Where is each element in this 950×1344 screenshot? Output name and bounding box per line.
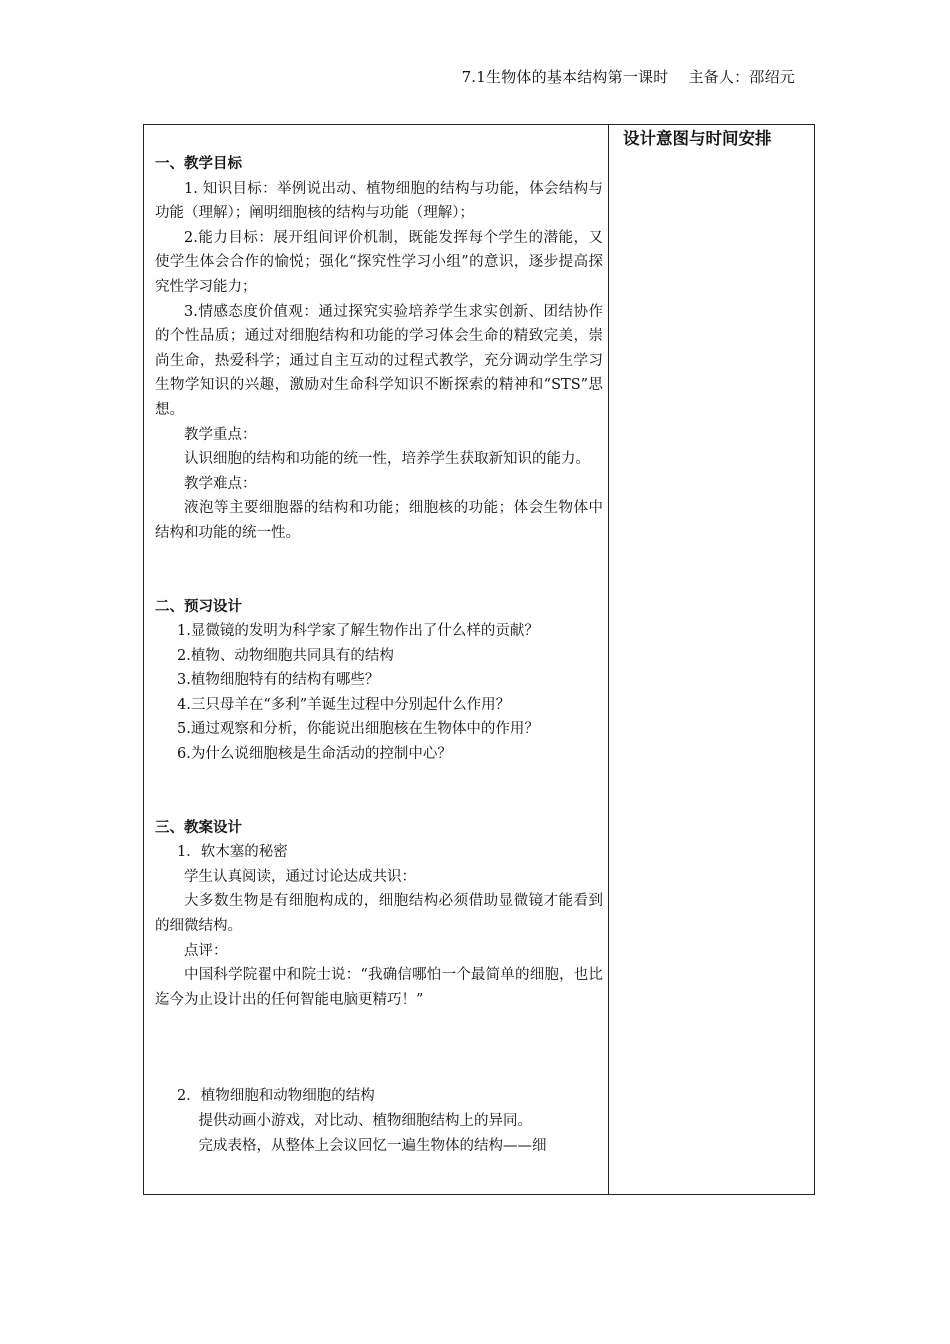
preview-question: 6.为什么说细胞核是生命活动的控制中心？	[177, 746, 452, 763]
part1-paragraph: 学生认真阅读，通过讨论达成共识：	[184, 868, 416, 885]
key-point-label: 教学重点：	[184, 426, 257, 443]
lesson-plan-table	[143, 124, 815, 1195]
section-title-preview: 二、预习设计	[155, 598, 242, 615]
preview-question: 4.三只母羊在“多利”羊诞生过程中分别起什么作用？	[177, 696, 511, 713]
design-intent-heading: 设计意图与时间安排	[623, 129, 772, 148]
part2-heading: 2．植物细胞和动物细胞的结构	[177, 1088, 375, 1105]
goal-ability: 2.能力目标：展开组间评价机制，既能发挥每个学生的潜能，又使学生体会合作的愉悦；强化“探究性学习小组”的意识，逐步提高探究性学习能力；	[155, 229, 603, 295]
key-point-text: 认识细胞的结构和功能的统一性，培养学生获取新知识的能力。	[184, 451, 590, 468]
preview-question: 3.植物细胞特有的结构有哪些？	[177, 672, 380, 689]
design-notes-column	[609, 125, 814, 1194]
preview-question: 2.植物、动物细胞共同具有的结构	[177, 647, 394, 664]
part1-paragraph: 大多数生物是有细胞构成的，细胞结构必须借助显微镜才能看到的细微结构。	[155, 893, 603, 935]
page-header: 7.1生物体的基本结构第一课时 主备人：邵绍元	[461, 68, 795, 86]
difficulty-text: 液泡等主要细胞器的结构和功能；细胞核的功能；体会生物体中结构和功能的统一性。	[155, 500, 603, 541]
part1-comment-label: 点评：	[184, 942, 228, 959]
lesson-content-column	[144, 125, 608, 1194]
part2-paragraph: 完成表格，从整体上会议回忆一遍生物体的结构——细	[198, 1137, 547, 1154]
part1-heading: 1．软木塞的秘密	[177, 844, 288, 861]
part2-paragraph: 提供动画小游戏，对比动、植物细胞结构上的异同。	[198, 1113, 532, 1129]
preview-question: 1.显微镜的发明为科学家了解生物作出了什么样的贡献？	[177, 623, 539, 640]
section-title-lesson-design: 三、教案设计	[155, 819, 242, 836]
difficulty-label: 教学难点：	[184, 475, 257, 492]
goal-knowledge: 1. 知识目标：举例说出动、植物细胞的结构与功能，体会结构与功能（理解）；阐明细胞核的结构与功能（理解）；	[155, 180, 603, 222]
section-title-teaching-goals: 一、教学目标	[155, 156, 242, 172]
part1-quote: 中国科学院翟中和院士说：“我确信哪怕一个最简单的细胞，也比迄今为止设计出的任何智能电脑更精巧！”	[155, 967, 603, 1008]
preview-question: 5.通过观察和分析，你能说出细胞核在生物体中的作用？	[177, 721, 539, 738]
goal-emotion: 3.情感态度价值观：通过探究实验培养学生求实创新、团结协作的个性品质；通过对细胞结构和功能的学习体会生命的精致完美，崇尚生命，热爱科学；通过自主互动的过程式教学，充分调动学生学习生物学知识的兴趣，激励对生命科学知识不断探索的精神和“STS”思想。	[155, 303, 603, 418]
